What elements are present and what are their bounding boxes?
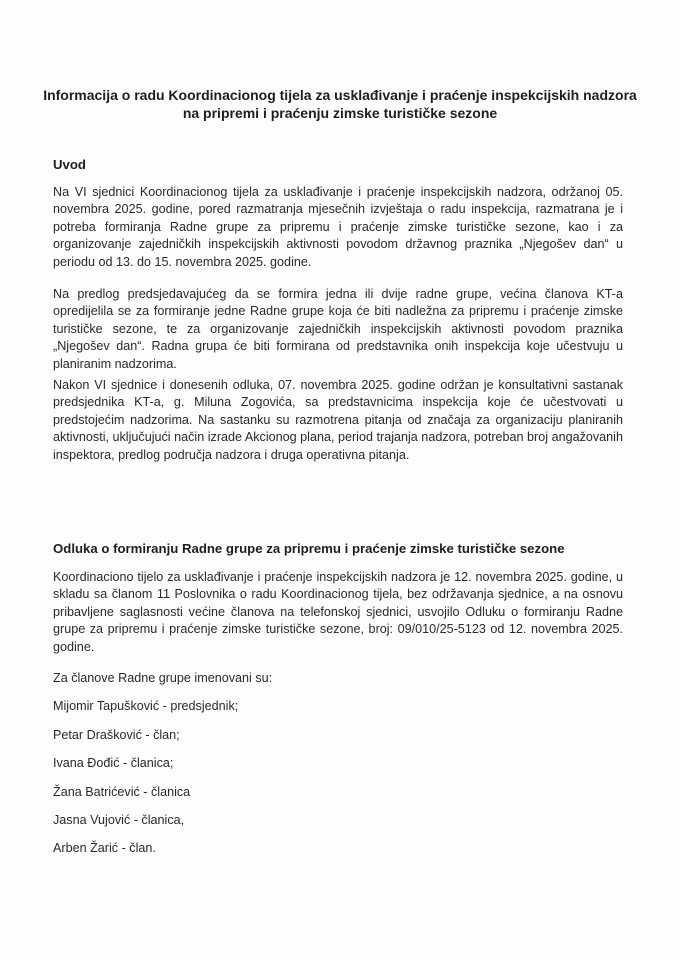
paragraph: Na VI sjednici Koordinacionog tijela za usklađivanje i praćenje inspekcijskih nadzora, održanoj 05. novembra 2025. godine, pored razmatranja mjesečnih izvještaja o radu inspekcija, razmatrana je i potreba formiranja Radne grupe za pripremu i praćenje zimske turističke sezone, kao i za organizovanje zajedničkih inspekcijskih aktivnosti povodom državnog praznika „Njegošev dan“ u periodu od 13. do 15. novembra 2025. godine.: [53, 185, 623, 269]
document-title: Informacija o radu Koordinacionog tijela za usklađivanje i praćenje inspekcijskih nadzora na pripremi i praćenju zimske turističke sezone: [43, 87, 637, 121]
section-heading-uvod: Uvod: [53, 157, 86, 172]
paragraph: Na predlog predsjedavajućeg da se formira jedna ili dvije radne grupe, većina članova KT-a opredijelila se za formiranje jedne Radne grupe koja će biti nadležna za pripremu i praćenje zimske turističke sezone, te za organizovanje zajedničkih inspekcijskih aktivnosti povodom praznika „Njegošev dan“. Radna grupa će biti formirana od predstavnika onih inspekcija koje učestvuju u planiranim nadzorima.: [53, 287, 623, 371]
paragraph: Koordinaciono tijelo za usklađivanje i praćenje inspekcijskih nadzora je 12. novembra 2025. godine, u skladu sa članom 11 Poslovnika o radu Koordinacionog tijela, bez održavanja sjednice, a na osnovu pribavljene saglasnosti većine članova na telefonskoj sjednici, usvojilo Odluku o formiranju Radne grupe za pripremu i praćenje zimske turističke sezone, broj: 09/010/25-5123 od 12. novembra 2025. godine.: [53, 570, 623, 654]
paragraph: Nakon VI sjednice i donesenih odluka, 07. novembra 2025. godine održan je konsultativni sastanak predsjednika KT-a, g. Miluna Zogovića, sa predstavnicima inspekcija koje će učestvovati u predstojećim nadzorima. Na sastanku su razmotrena pitanja od značaja za organizaciju planiranih aktivnosti, uključujući način izrade Akcionog plana, period trajanja nadzora, potreban broj angažovanih inspektora, predlog područja nadzora i druga operativna pitanja.: [53, 378, 623, 462]
member-item: Jasna Vujović - članica,: [53, 813, 185, 827]
member-item: Arben Žarić - član.: [53, 841, 156, 855]
section-heading-odluka: Odluka o formiranju Radne grupe za pripremu i praćenje zimske turističke sezone: [53, 541, 565, 556]
members-intro: Za članove Radne grupe imenovani su:: [53, 671, 273, 685]
member-item: Žana Batrićević - članica: [53, 785, 191, 799]
member-item: Petar Drašković - član;: [53, 728, 180, 742]
member-item: Ivana Đođić - članica;: [53, 756, 174, 770]
member-item: Mijomir Tapušković - predsjednik;: [53, 699, 239, 713]
